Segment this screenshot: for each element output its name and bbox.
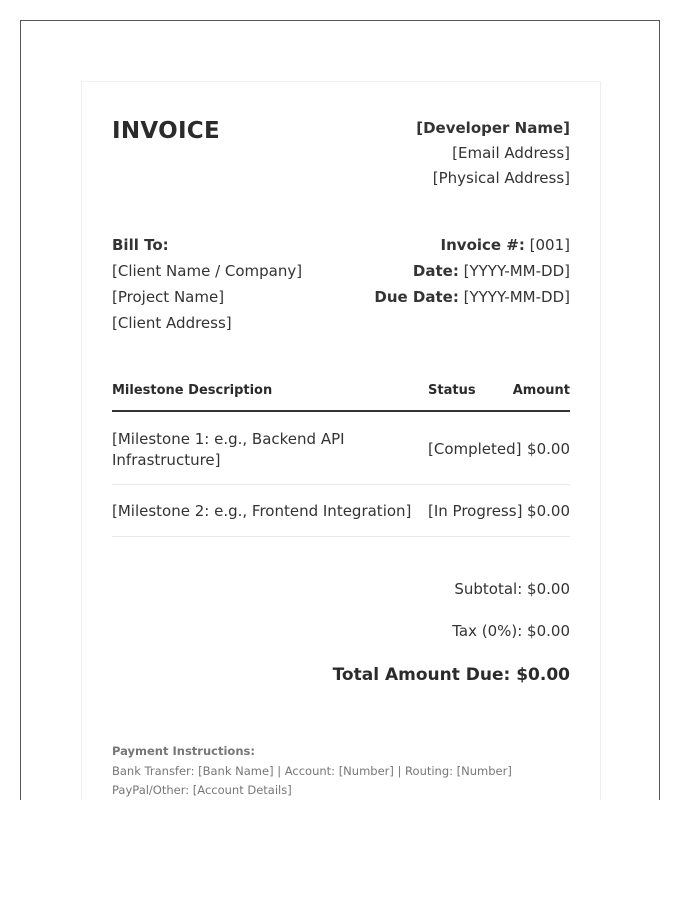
- developer-info: [270, 116, 570, 191]
- project-name: [Project Name]: [112, 288, 225, 306]
- table-row: [112, 485, 570, 537]
- client-name: [Client Name / Company]: [112, 262, 303, 280]
- header-description: Milestone Description: [112, 383, 273, 398]
- table-row: [112, 412, 570, 485]
- payment-instructions: [112, 742, 570, 801]
- milestone-table: [112, 380, 570, 537]
- subtotal: Subtotal: $0.00: [454, 580, 570, 598]
- row-amount: $0.00: [527, 502, 570, 520]
- due-date-line: [310, 284, 570, 310]
- invoice-date-label: Date:: [412, 262, 459, 280]
- header-amount: Amount: [512, 383, 570, 398]
- invoice-number: [001]: [529, 236, 570, 254]
- total-amount-due: Total Amount Due: $0.00: [332, 665, 570, 685]
- row-status: [Completed]: [428, 440, 522, 458]
- payment-title: Payment Instructions:: [112, 744, 255, 758]
- row-description: [Milestone 2: e.g., Frontend Integration]: [112, 502, 412, 520]
- client-address: [Client Address]: [112, 314, 232, 332]
- invoice-title: INVOICE: [112, 118, 221, 144]
- payment-other: PayPal/Other: [Account Details]: [112, 783, 292, 797]
- invoice-number-line: [310, 232, 570, 258]
- tax: Tax (0%): $0.00: [452, 622, 570, 640]
- developer-name: [Developer Name]: [416, 119, 570, 137]
- row-description: [Milestone 1: e.g., Backend API Infrastructure]: [112, 430, 345, 469]
- invoice-date: [YYYY-MM-DD]: [463, 262, 570, 280]
- bill-to-label: Bill To:: [112, 236, 169, 254]
- payment-bank: Bank Transfer: [Bank Name] | Account: [Number] | Routing: [Number]: [112, 763, 512, 778]
- invoice-date-line: [310, 258, 570, 284]
- table-header: [112, 380, 570, 412]
- row-status: [In Progress]: [428, 502, 523, 520]
- invoice-number-label: Invoice #:: [440, 236, 525, 254]
- developer-email: [Email Address]: [452, 144, 570, 162]
- invoice-meta: [310, 232, 570, 310]
- header-status: Status: [428, 383, 476, 398]
- due-date: [YYYY-MM-DD]: [463, 288, 570, 306]
- due-date-label: Due Date:: [374, 288, 459, 306]
- row-amount: $0.00: [527, 440, 570, 458]
- developer-address: [Physical Address]: [432, 169, 570, 187]
